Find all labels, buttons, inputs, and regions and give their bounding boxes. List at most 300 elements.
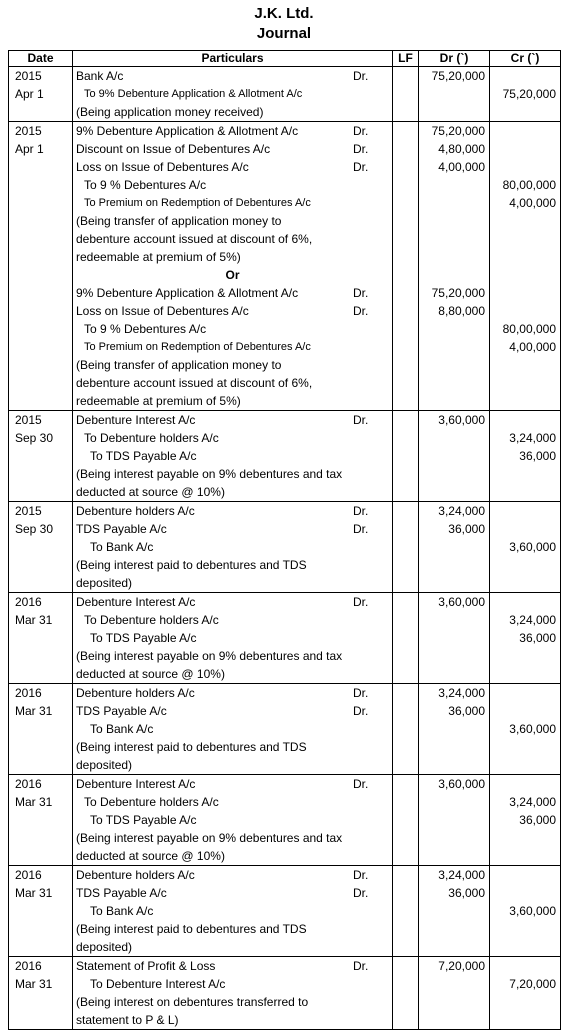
debit-mark: Dr. [353,286,369,300]
debit-blank [419,793,489,811]
particular-text: TDS Payable A/c [76,886,167,900]
particular-text: (Being application money received) [76,105,264,119]
entry-particulars-cell [73,122,393,411]
entry-credit-cell [490,593,561,684]
particular-line [73,212,392,230]
debit-blank [419,248,489,266]
debit-blank [419,194,489,212]
particular-text: To Bank A/c [90,904,154,918]
particular-line [73,520,392,538]
entry-date-line: Apr 1 [15,142,44,156]
entry-debit-cell [419,502,490,593]
particular-text: TDS Payable A/c [76,704,167,718]
particular-text: Debenture holders A/c [76,686,195,700]
credit-blank [490,140,560,158]
debit-blank [419,665,489,683]
debit-blank [419,756,489,774]
particular-text: (Being interest paid to debentures and TDS [76,740,307,754]
entry-date-cell [9,866,73,957]
debit-amount: 3,60,000 [438,777,485,791]
debit-amount: 3,24,000 [438,868,485,882]
credit-blank [490,158,560,176]
entry-date-cell [9,67,73,122]
header-row [9,51,561,67]
debit-amount: 75,20,000 [431,69,485,83]
lf-header: LF [393,51,419,67]
debit-mark: Dr. [353,686,369,700]
particular-line [73,374,392,392]
credit-blank [490,829,560,847]
credit-blank [490,684,560,702]
credit-amount: 36,000 [519,449,556,463]
particular-line [73,702,392,720]
particular-text: Bank A/c [76,69,124,83]
debit-blank [419,829,489,847]
entry-credit-cell [490,502,561,593]
credit-amount: 3,60,000 [509,904,556,918]
particular-text: debenture account issued at discount of 6%, [76,376,313,390]
particular-text: statement to P & L) [76,1013,179,1027]
entry-debit-cell [419,957,490,1030]
particular-text: redeemable at premium of 5%) [76,250,241,264]
particular-text: (Being interest paid to debentures and TDS [76,558,307,572]
particular-text: Debenture holders A/c [76,868,195,882]
particular-text: deposited) [76,576,133,590]
entry-date-line: Mar 31 [15,886,53,900]
particular-text: (Being interest payable on 9% debentures and tax [76,649,343,663]
entry-lf-cell [393,593,419,684]
particular-text: redeemable at premium of 5%) [76,394,241,408]
debit-mark: Dr. [353,868,369,882]
entry-particulars-cell [73,502,393,593]
particular-line [73,338,392,356]
debit-blank [419,993,489,1011]
credit-blank [490,103,560,121]
entry-date-line: 2016 [15,959,42,973]
entry-date-line: Sep 30 [15,431,54,445]
debit-blank [419,103,489,121]
credit-blank [490,411,560,429]
particulars-header: Particulars [73,51,393,67]
entry-particulars-cell [73,684,393,775]
credit-blank [490,866,560,884]
particular-line [73,67,392,85]
particular-line [73,975,392,993]
credit-blank [490,993,560,1011]
debit-mark: Dr. [353,704,369,718]
entry-date-cell [9,411,73,502]
particular-line [73,793,392,811]
debit-mark: Dr. [353,413,369,427]
credit-amount: 7,20,000 [509,977,556,991]
journal-entry-row [9,122,561,411]
particular-text: Statement of Profit & Loss [76,959,216,973]
particular-line [73,230,392,248]
particular-line [73,284,392,302]
entry-date-cell [9,502,73,593]
credit-amount: 75,20,000 [502,87,556,101]
credit-amount: 3,60,000 [509,540,556,554]
credit-blank [490,122,560,140]
entry-lf-cell [393,866,419,957]
entry-date-line: Apr 1 [15,87,44,101]
particular-line [73,884,392,902]
journal-entry-row [9,775,561,866]
particular-text: To Bank A/c [90,540,154,554]
particular-text: To TDS Payable A/c [90,813,197,827]
date-header: Date [9,51,73,67]
debit-mark: Dr. [353,504,369,518]
particular-text: Loss on Issue of Debentures A/c [76,304,249,318]
debit-blank [419,556,489,574]
particular-text: Debenture Interest A/c [76,413,196,427]
particular-line [73,429,392,447]
particular-line [73,103,392,121]
journal-entry-row [9,684,561,775]
particular-line [73,140,392,158]
debit-mark: Dr. [353,886,369,900]
entry-particulars-cell [73,593,393,684]
credit-blank [490,556,560,574]
debit-amount: 4,00,000 [438,160,485,174]
particular-line [73,158,392,176]
entry-particulars-cell [73,957,393,1030]
entry-date-cell [9,957,73,1030]
debit-blank [419,847,489,865]
credit-amount: 80,00,000 [502,178,556,192]
debit-blank [419,720,489,738]
debit-blank [419,483,489,501]
credit-blank [490,702,560,720]
debit-blank [419,374,489,392]
particular-line [73,629,392,647]
journal-body [9,67,561,1030]
entry-lf-cell [393,684,419,775]
credit-blank [490,356,560,374]
particular-text: (Being interest payable on 9% debentures and tax [76,831,343,845]
credit-amount: 3,24,000 [509,431,556,445]
entry-particulars-cell [73,411,393,502]
debit-amount: 36,000 [448,704,485,718]
entry-date-line: 2016 [15,686,42,700]
journal-entry-row [9,593,561,684]
particular-text: deducted at source @ 10%) [76,849,225,863]
particular-line [73,938,392,956]
particular-line [73,829,392,847]
entry-date-line: 2016 [15,777,42,791]
entry-date-line: Mar 31 [15,795,53,809]
particular-text: 9% Debenture Application & Allotment A/c [76,124,299,138]
particular-text: (Being interest paid to debentures and TDS [76,922,307,936]
debit-mark: Dr. [353,595,369,609]
debit-mark: Dr. [353,69,369,83]
journal-entry-row [9,957,561,1030]
debit-blank [419,938,489,956]
particular-line [73,266,392,284]
particular-line [73,574,392,592]
particular-text: Debenture holders A/c [76,504,195,518]
entry-date-line: 2015 [15,413,42,427]
debit-blank [419,574,489,592]
debit-mark: Dr. [353,522,369,536]
journal-entry-row [9,866,561,957]
particular-text: To Premium on Redemption of Debentures A/c [84,197,311,209]
debit-amount: 3,24,000 [438,686,485,700]
particular-text: To Debenture Interest A/c [90,977,226,991]
particular-text: (Being transfer of application money to [76,358,282,372]
entry-date-cell [9,593,73,684]
debit-blank [419,465,489,483]
entry-date-cell [9,684,73,775]
credit-amount: 3,24,000 [509,795,556,809]
particular-line [73,556,392,574]
particular-text: deposited) [76,940,133,954]
particular-text: deposited) [76,758,133,772]
credit-blank [490,248,560,266]
debit-blank [419,1011,489,1029]
debit-blank [419,811,489,829]
particular-line [73,1011,392,1029]
entry-particulars-cell [73,775,393,866]
particular-line [73,194,392,212]
entry-date-line: Mar 31 [15,613,53,627]
particular-text: To TDS Payable A/c [90,449,197,463]
particular-text: To Premium on Redemption of Debentures A/c [84,341,311,353]
entry-date-line: Mar 31 [15,977,53,991]
credit-blank [490,756,560,774]
entry-date-cell [9,122,73,411]
particular-text: Discount on Issue of Debentures A/c [76,142,271,156]
debit-amount: 3,60,000 [438,413,485,427]
debit-blank [419,356,489,374]
entry-lf-cell [393,957,419,1030]
particular-text: Debenture Interest A/c [76,777,196,791]
debit-blank [419,902,489,920]
credit-blank [490,938,560,956]
entry-debit-cell [419,67,490,122]
entry-lf-cell [393,775,419,866]
entry-date-line: Mar 31 [15,704,53,718]
debit-mark: Dr. [353,959,369,973]
credit-blank [490,665,560,683]
entry-credit-cell [490,684,561,775]
dr-header: Dr (`) [419,51,490,67]
debit-blank [419,230,489,248]
entry-particulars-cell [73,866,393,957]
credit-blank [490,502,560,520]
entry-credit-cell [490,957,561,1030]
particular-line [73,320,392,338]
credit-blank [490,647,560,665]
entry-debit-cell [419,593,490,684]
entry-debit-cell [419,411,490,502]
particular-line [73,538,392,556]
debit-amount: 8,80,000 [438,304,485,318]
journal-table [8,50,561,1030]
particular-line [73,356,392,374]
debit-blank [419,538,489,556]
particular-line [73,738,392,756]
credit-blank [490,957,560,975]
debit-blank [419,392,489,410]
credit-amount: 3,60,000 [509,722,556,736]
particular-line [73,957,392,975]
journal-entry-row [9,67,561,122]
debit-amount: 75,20,000 [431,124,485,138]
particular-line [73,248,392,266]
particular-text: To 9 % Debentures A/c [84,322,207,336]
debit-amount: 36,000 [448,522,485,536]
entry-lf-cell [393,502,419,593]
credit-blank [490,302,560,320]
particular-text: (Being interest payable on 9% debentures and tax [76,467,343,481]
debit-blank [419,629,489,647]
particular-text: TDS Payable A/c [76,522,167,536]
particular-line [73,302,392,320]
particular-line [73,85,392,103]
particular-line [73,756,392,774]
credit-amount: 3,24,000 [509,613,556,627]
credit-blank [490,212,560,230]
entry-date-line: 2016 [15,868,42,882]
entry-date-line: 2015 [15,124,42,138]
particular-line [73,902,392,920]
entry-lf-cell [393,411,419,502]
entry-debit-cell [419,866,490,957]
entry-lf-cell [393,122,419,411]
credit-amount: 4,00,000 [509,340,556,354]
debit-blank [419,320,489,338]
particular-line [73,122,392,140]
particular-line [73,483,392,501]
particular-line [73,465,392,483]
credit-blank [490,284,560,302]
debit-blank [419,212,489,230]
entry-date-line: Sep 30 [15,522,54,536]
particular-line [73,847,392,865]
debit-mark: Dr. [353,124,369,138]
particular-line [73,811,392,829]
entry-lf-cell [393,67,419,122]
debit-amount: 7,20,000 [438,959,485,973]
particular-line [73,684,392,702]
debit-amount: 4,80,000 [438,142,485,156]
particular-text: deducted at source @ 10%) [76,667,225,681]
particular-line [73,593,392,611]
particular-line [73,720,392,738]
journal-title: Journal [256,25,312,42]
credit-blank [490,483,560,501]
entry-debit-cell [419,122,490,411]
entry-date-line: 2016 [15,595,42,609]
particular-line [73,920,392,938]
entry-debit-cell [419,684,490,775]
debit-amount: 36,000 [448,886,485,900]
particular-text: 9% Debenture Application & Allotment A/c [76,286,299,300]
credit-amount: 80,00,000 [502,322,556,336]
entry-debit-cell [419,775,490,866]
debit-mark: Dr. [353,142,369,156]
credit-blank [490,230,560,248]
credit-blank [490,738,560,756]
journal-entry-row [9,502,561,593]
entry-credit-cell [490,67,561,122]
credit-amount: 36,000 [519,631,556,645]
particular-text: debenture account issued at discount of 6%, [76,232,313,246]
credit-amount: 36,000 [519,813,556,827]
entry-credit-cell [490,411,561,502]
credit-blank [490,67,560,85]
credit-amount: 4,00,000 [509,196,556,210]
credit-blank [490,1011,560,1029]
debit-blank [419,176,489,194]
credit-blank [490,520,560,538]
debit-blank [419,920,489,938]
particular-text: To TDS Payable A/c [90,631,197,645]
debit-blank [419,975,489,993]
debit-blank [419,429,489,447]
entry-credit-cell [490,775,561,866]
particular-text: To Debenture holders A/c [84,431,219,445]
particular-text: Debenture Interest A/c [76,595,196,609]
credit-blank [490,374,560,392]
particular-text: deducted at source @ 10%) [76,485,225,499]
debit-blank [419,85,489,103]
particular-line [73,993,392,1011]
particular-text: To Bank A/c [90,722,154,736]
debit-amount: 3,24,000 [438,504,485,518]
particular-text: Or [225,268,240,282]
credit-blank [490,593,560,611]
journal-entry-row [9,411,561,502]
debit-blank [419,266,489,284]
debit-blank [419,611,489,629]
particular-line [73,611,392,629]
particular-text: (Being interest on debentures transferred to [76,995,309,1009]
credit-blank [490,574,560,592]
credit-blank [490,884,560,902]
debit-blank [419,738,489,756]
credit-blank [490,392,560,410]
debit-blank [419,447,489,465]
company-name: J.K. Ltd. [254,5,314,22]
particular-text: To 9% Debenture Application & Allotment A/c [84,88,303,100]
particular-line [73,665,392,683]
particular-line [73,502,392,520]
particular-line [73,647,392,665]
credit-blank [490,465,560,483]
particular-line [73,392,392,410]
particular-line [73,411,392,429]
particular-text: To 9 % Debentures A/c [84,178,207,192]
particular-text: Loss on Issue of Debentures A/c [76,160,249,174]
particular-text: (Being transfer of application money to [76,214,282,228]
credit-blank [490,266,560,284]
debit-amount: 3,60,000 [438,595,485,609]
cr-header: Cr (`) [490,51,561,67]
credit-blank [490,775,560,793]
debit-blank [419,647,489,665]
debit-mark: Dr. [353,777,369,791]
credit-blank [490,847,560,865]
entry-credit-cell [490,122,561,411]
particular-line [73,775,392,793]
entry-date-line: 2015 [15,69,42,83]
debit-mark: Dr. [353,304,369,318]
debit-mark: Dr. [353,160,369,174]
particular-line [73,176,392,194]
debit-amount: 75,20,000 [431,286,485,300]
